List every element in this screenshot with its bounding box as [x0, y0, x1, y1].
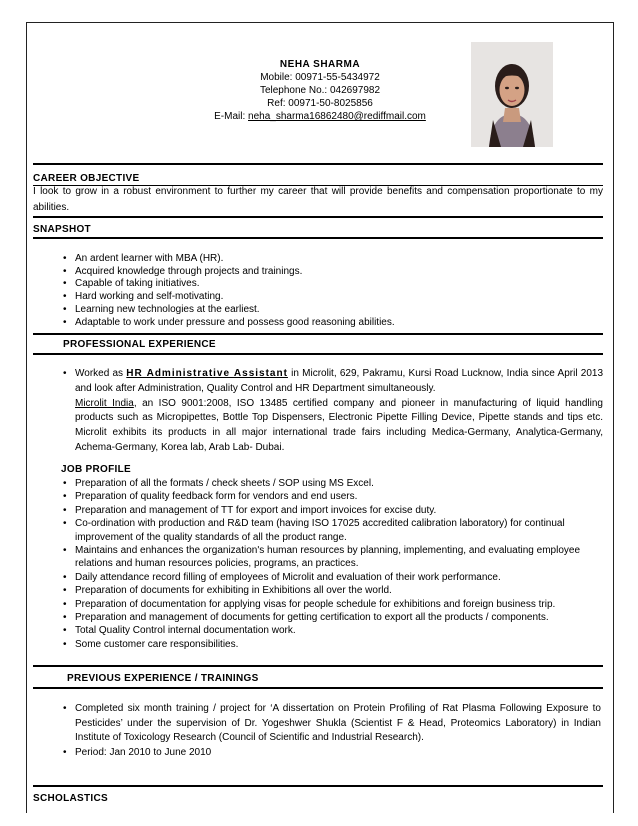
- list-item: • Adaptable to work under pressure and possess good reasoning abilities.: [61, 317, 601, 330]
- experience-bullet: [61, 367, 603, 456]
- list-item: • Preparation and management of TT for export and import invoices for excise duty.: [61, 504, 601, 517]
- previous-experience-list: [61, 702, 601, 760]
- list-item: • Capable of taking initiatives.: [61, 278, 601, 291]
- list-item: • Preparation of documents for exhibiting in Exhibitions all over the world.: [61, 584, 601, 597]
- candidate-name: NEHA SHARMA: [279, 59, 361, 70]
- section-divider: [33, 353, 603, 355]
- company-name: Microlit India: [75, 397, 134, 409]
- list-item: • An ardent learner with MBA (HR).: [61, 253, 601, 266]
- list-item: • Preparation of all the formats / check sheets / SOP using MS Excel.: [61, 477, 601, 490]
- resume-page: [26, 22, 614, 813]
- company-description: , an ISO 9001:2008, ISO 13485 certified company and pioneer in manufacturing of liquid handling products such as Micropipettes, Bottle Top Dispensers, Electronic Pipette Filling Device, Pipette stands and tips etc. Microlit exhibits its products in all major international trade fairs including Medica-Germany, Analytica-Germany, Achema-Germany, Korea lab, Arab Lab- Dubai.: [75, 397, 603, 453]
- list-item: • Hard working and self-motivating.: [61, 291, 601, 304]
- list-item: • Total Quality Control internal documentation work.: [61, 624, 601, 637]
- section-divider: [33, 665, 603, 667]
- section-divider: [33, 163, 603, 165]
- section-divider: [33, 687, 603, 689]
- professional-experience-heading: PROFESSIONAL EXPERIENCE: [63, 339, 216, 350]
- list-item: • Some customer care responsibilities.: [61, 638, 601, 651]
- profile-photo: [471, 42, 553, 147]
- telephone-number: Telephone No.: 042697982: [259, 85, 381, 96]
- section-divider: [33, 333, 603, 335]
- email-label: E-Mail:: [214, 111, 249, 122]
- job-profile-list: [61, 477, 601, 651]
- previous-experience-heading: PREVIOUS EXPERIENCE / TRAININGS: [67, 673, 259, 684]
- list-item: • Daily attendance record filling of employees of Microlit and evaluation of their work performance.: [61, 571, 601, 584]
- profile-photo-image: [471, 42, 553, 147]
- section-divider: [33, 785, 603, 787]
- list-item: • Completed six month training / project for ‘A dissertation on Protein Profiling of Rat Plasma Following Exposure to Pesticides’ under the supervision of Dr. Yogeshwer Shukla (Scientist F & Head, Proteomics Laboratory) in Indian Institute of Toxicology Research (Council of Scientific and Industrial Research).: [61, 702, 601, 746]
- snapshot-heading: SNAPSHOT: [33, 224, 91, 235]
- section-divider: [33, 216, 603, 218]
- experience-prefix: Worked as: [75, 368, 127, 379]
- list-item: • Period: Jan 2010 to June 2010: [61, 746, 601, 761]
- scholastics-heading: SCHOLASTICS: [33, 793, 108, 804]
- list-item: • Learning new technologies at the earliest.: [61, 304, 601, 317]
- list-item: • Preparation of documentation for applying visas for people schedule for exhibitions and foreign business trip.: [61, 598, 601, 611]
- mobile-number: Mobile: 00971-55-5434972: [260, 72, 380, 83]
- email-link[interactable]: neha_sharma16862480@rediffmail.com: [248, 111, 426, 122]
- list-item: • Acquired knowledge through projects and trainings.: [61, 266, 601, 279]
- career-objective-heading: CAREER OBJECTIVE: [33, 173, 140, 184]
- career-objective-text: I look to grow in a robust environment to further my career that will provide benefits and compensation proportionate to my abilities.: [33, 186, 603, 213]
- list-item: • Co-ordination with production and R&D team (having ISO 17025 accredited calibration laboratory) for continual improvement of the quality standards of all the product range.: [61, 517, 601, 544]
- job-title: HR Administrative Assistant: [126, 368, 288, 379]
- list-item: • Maintains and enhances the organization's human resources by planning, implementing, and evaluating employee relations and human resources policies, programs, an practices.: [61, 544, 601, 571]
- snapshot-list: [61, 253, 601, 329]
- bullet-glyph: •: [63, 368, 67, 379]
- job-profile-heading: JOB PROFILE: [61, 464, 131, 475]
- reference-number: Ref: 00971-50-8025856: [267, 98, 373, 109]
- list-item: • Preparation of quality feedback form for vendors and end users.: [61, 490, 601, 503]
- section-divider: [33, 237, 603, 239]
- experience-detail: in Microlit, 629, Pakramu, Kursi Road Lucknow, India since April 2013 and look after Administration, Quality Control and HR Department simultaneously.: [75, 368, 604, 394]
- list-item: • Preparation and management of documents for getting certification to export all the products / components.: [61, 611, 601, 624]
- experience-entry: [61, 367, 603, 456]
